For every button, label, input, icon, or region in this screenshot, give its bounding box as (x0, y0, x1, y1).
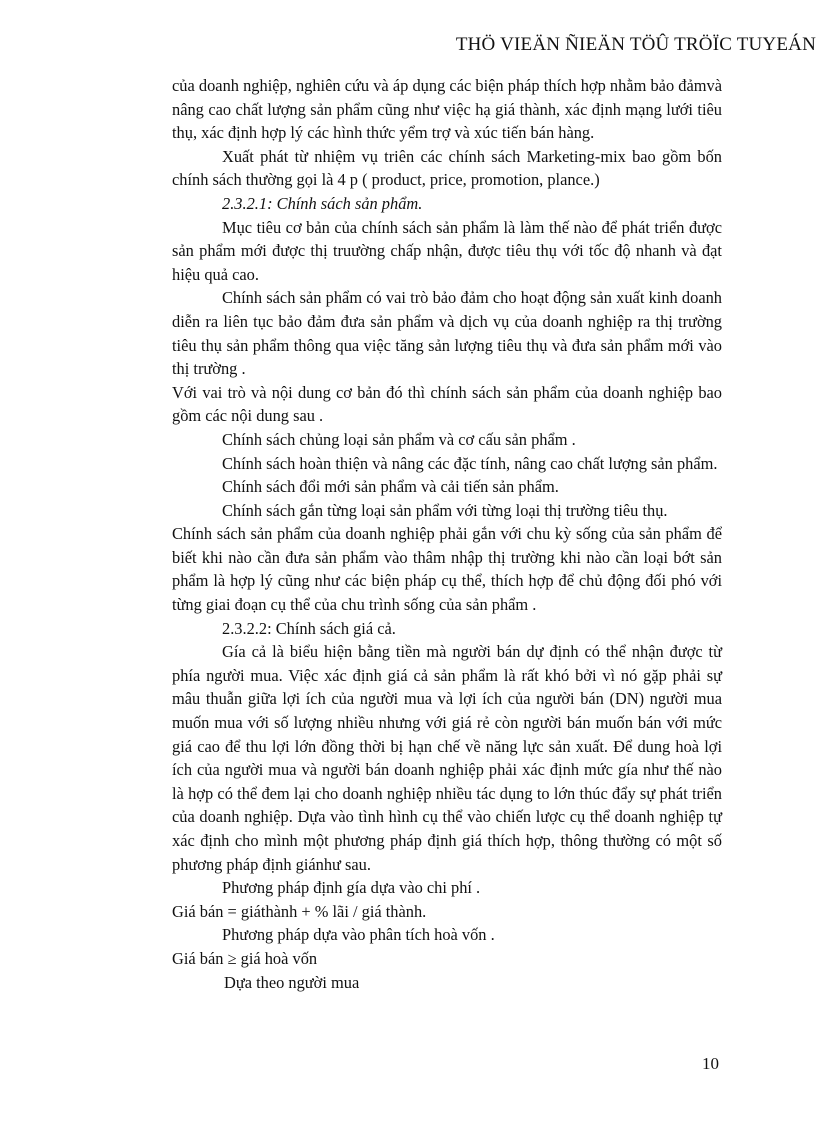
paragraph: Xuất phát từ nhiệm vụ triên các chính sách Marketing-mix bao gồm bốn chính sách thường gọi là 4 p ( product, price, promotion, plance.) (172, 146, 722, 190)
list-item: Chính sách gắn từng loại sản phẩm với từng loại thị trường tiêu thụ. (222, 500, 668, 520)
paragraph: Gía cả là biểu hiện bằng tiền mà người bán dự định có thể nhận được từ phía người mua. Việc xác định giá cả sản phẩm là rất khó bởi vì nó gặp phải sự mâu thuẫn giữa lợi ích của người mua và lợi ích của người bán (DN) người mua muốn mua với số lượng nhiều nhưng với giá rẻ còn người bán muốn bán với mức giá cao để thu lợi lớn đồng thời bị hạn chế về năng lực sản xuất. Để dung hoà lợi ích của người mua và người bán doanh nghiệp phải xác định mức gía như thế nào là hợp có thể đem lại cho doanh nghiệp nhiều tác dụng to lớn thúc đẩy sự phát triển của doanh nghiệp. Dựa vào tình hình cụ thể vào chiến lược cụ thể doanh nghiệp tự xác định cho mình một phương pháp định giá thích hợp, thông thường có một số phương pháp định giánhư sau. (172, 642, 722, 874)
page-header-title: THÖ VIEÄN ÑIEÄN TÖÛ TRÖÏC TUYEÁN (455, 34, 816, 55)
paragraph: Chính sách sản phẩm có vai trò bảo đảm cho hoạt động sản xuất kinh doanh diễn ra liên tục bảo đảm đưa sản phẩm và dịch vụ của doanh nghiệp ra thị trường tiêu thụ sản phẩm thông qua việc tăng sản lượng tiêu thụ và đưa sản phẩm mới vào thị trường . (172, 288, 722, 379)
paragraph: Mục tiêu cơ bản của chính sách sản phẩm là làm thế nào để phát triển được sản phẩm mới được thị truường chấp nhận, được tiêu thụ với tốc độ nhanh và đạt hiệu quả cao. (172, 217, 722, 284)
paragraph: của doanh nghiệp, nghiên cứu và áp dụng các biện pháp thích hợp nhằm bảo đảmvà nâng cao chất lượng sản phẩm cũng như việc hạ giá thành, xác định mạng lưới tiêu thụ, xác định hợp lý các hình thức yểm trợ và xúc tiến bán hàng. (172, 76, 722, 143)
formula: Giá bán ≥ giá hoà vốn (172, 948, 318, 968)
section-heading: 2.3.2.2: Chính sách giá cả. (222, 618, 396, 638)
section-heading: 2.3.2.1: Chính sách sản phẩm. (222, 193, 423, 213)
list-item: Chính sách đổi mới sản phẩm và cải tiến sản phẩm. (222, 477, 559, 497)
list-item: Chính sách hoàn thiện và nâng các đặc tính, nâng cao chất lượng sản phẩm. (222, 453, 718, 473)
paragraph: Chính sách sản phẩm của doanh nghiệp phải gắn với chu kỳ sống của sản phẩm để biết khi nào cần đưa sản phẩm vào thâm nhập thị trường khi nào cần loại bớt sản phẩm là hợp lý cũng như các biện pháp cụ thể, thích hợp để chủ động đối phó với từng giai đoạn cụ thể của chu trình sống của sản phẩm . (172, 524, 722, 615)
formula: Giá bán = giáthành + % lãi / giá thành. (172, 901, 427, 921)
list-item: Dựa theo người mua (224, 972, 360, 992)
paragraph: Với vai trò và nội dung cơ bản đó thì chính sách sản phẩm của doanh nghiệp bao gồm các nội dung sau . (172, 382, 722, 426)
list-item: Phương pháp dựa vào phân tích hoà vốn . (222, 925, 495, 945)
document-body (172, 74, 722, 994)
list-item: Phương pháp định gía dựa vào chi phí . (222, 878, 481, 898)
page-number: 10 (702, 1054, 719, 1073)
list-item: Chính sách chủng loại sản phẩm và cơ cấu sản phẩm . (222, 429, 576, 449)
